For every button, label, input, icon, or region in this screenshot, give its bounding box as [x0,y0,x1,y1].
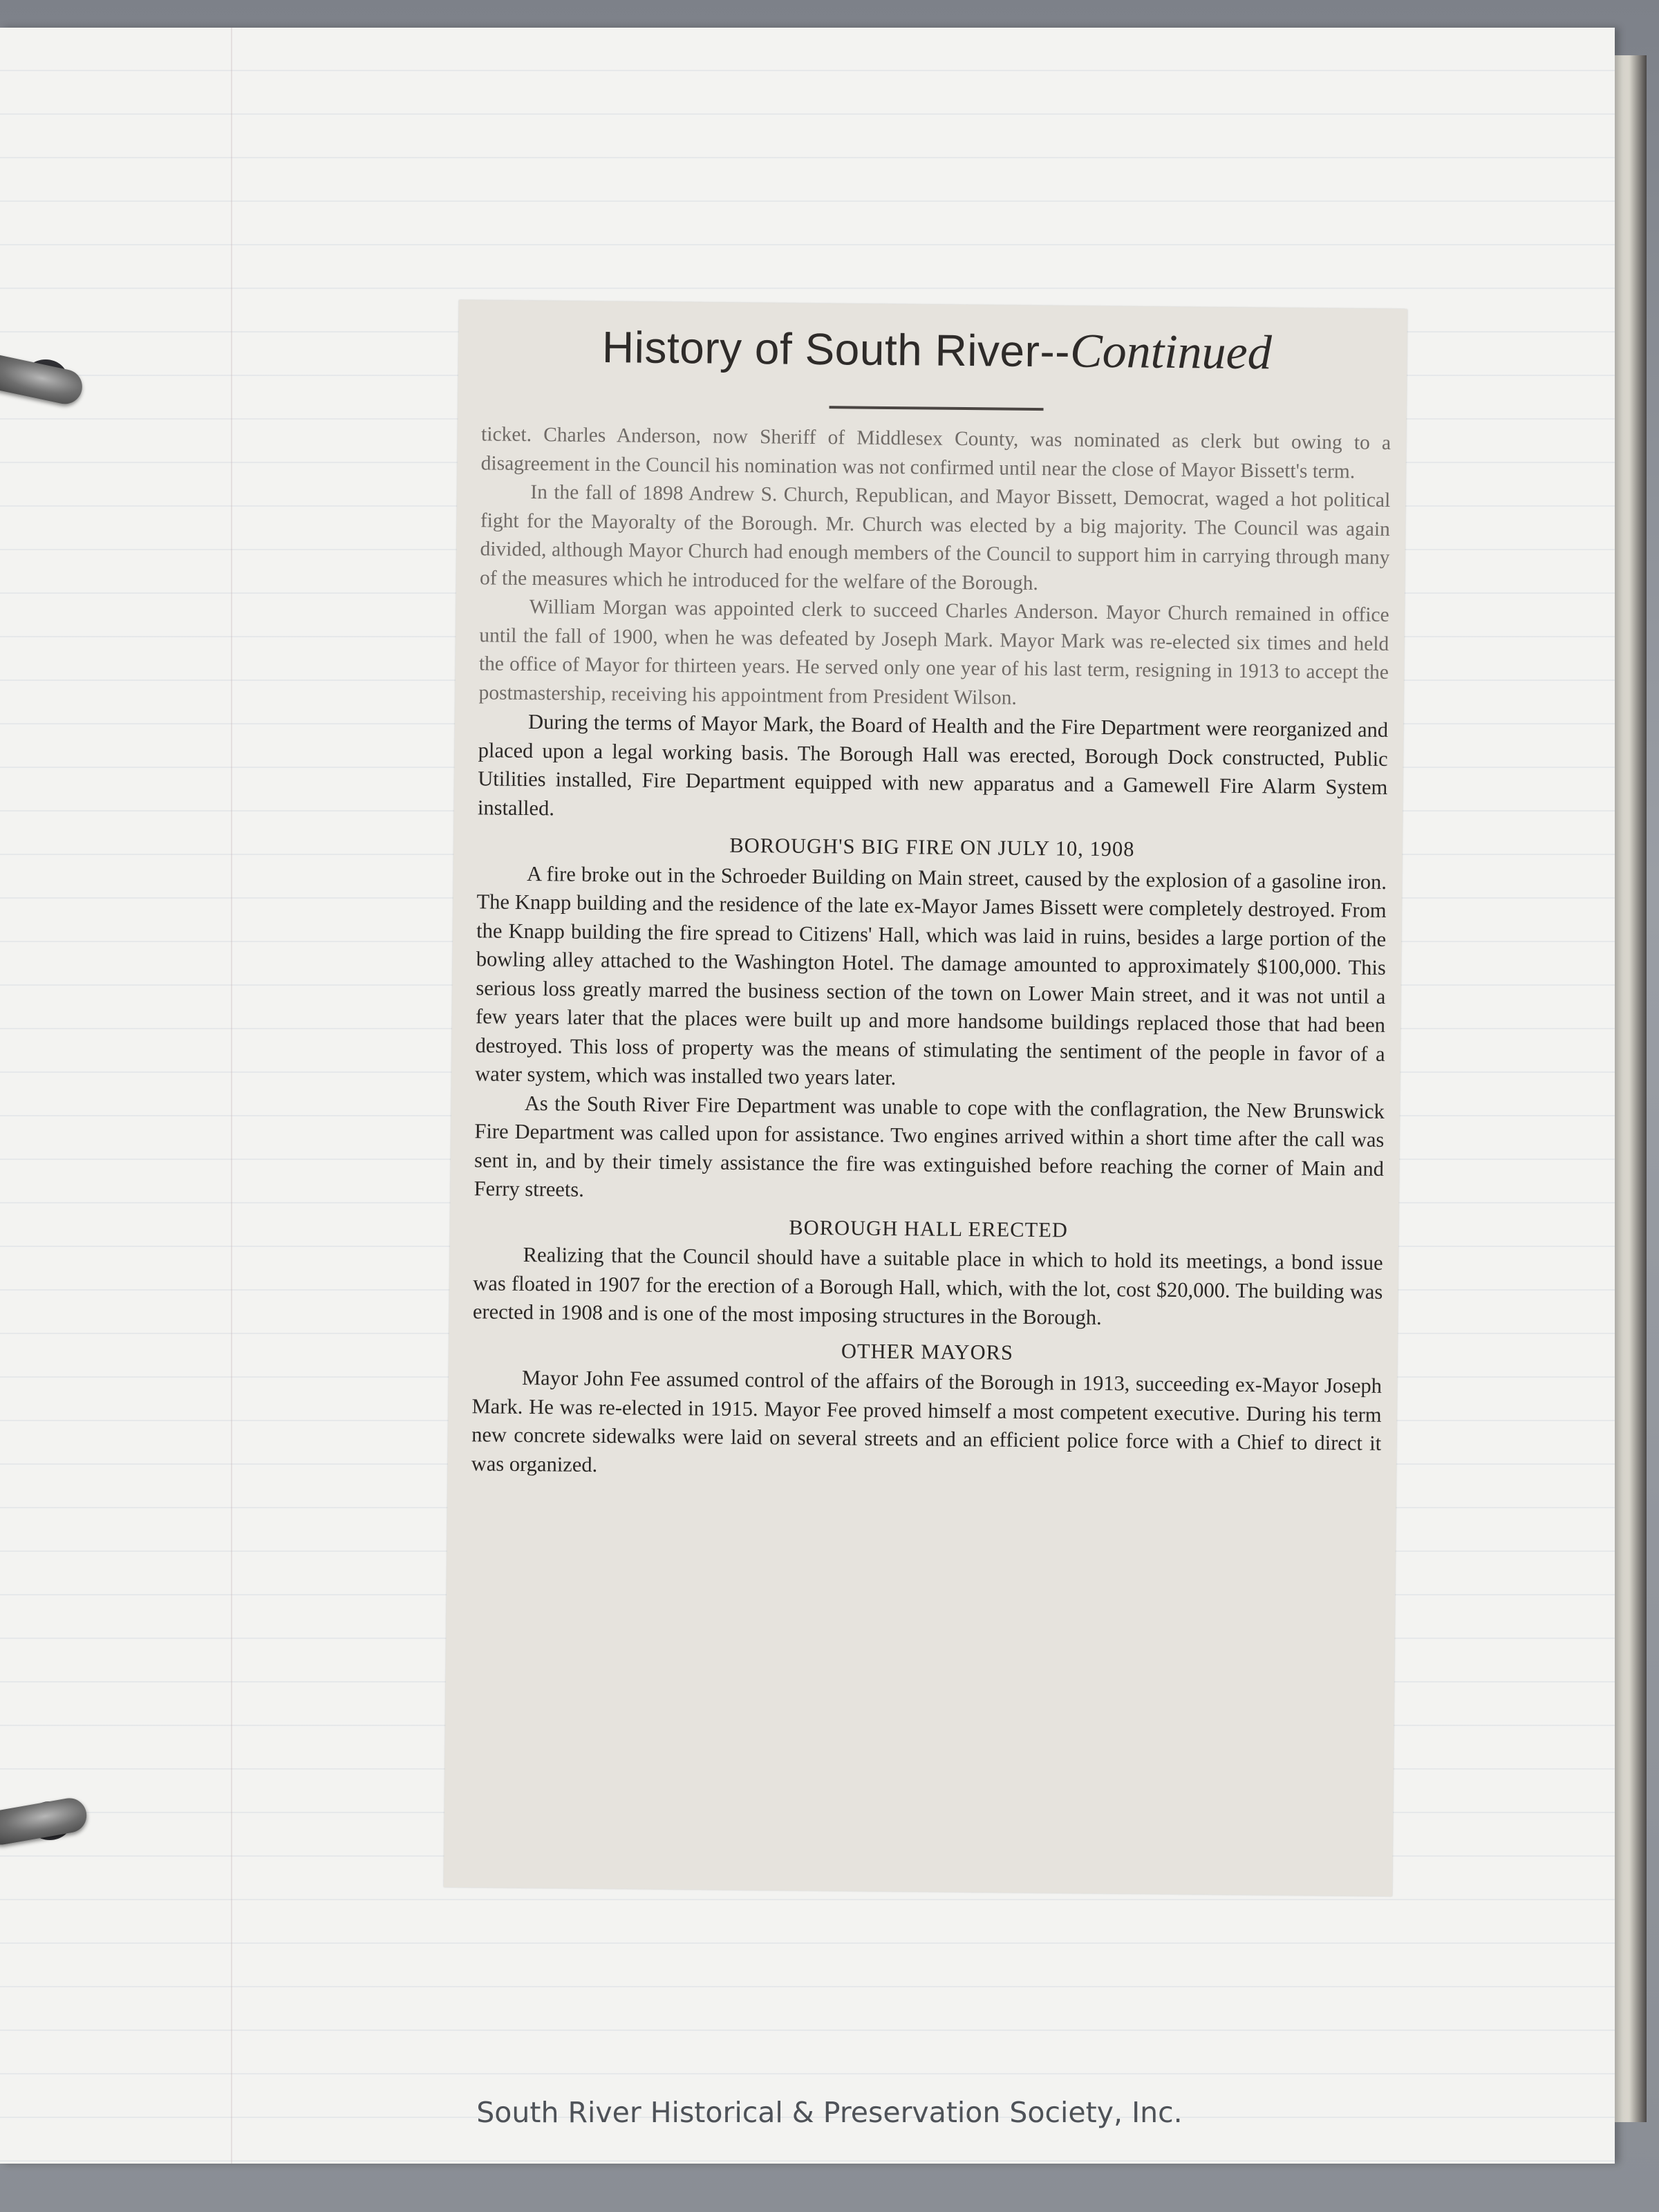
heading-big-fire: BOROUGH'S BIG FIRE ON JULY 10, 1908 [729,833,1135,861]
newspaper-clipping [444,300,1407,1896]
scrapbook-page [0,28,1615,2164]
footer-credit: South River Historical & Preservation Society, Inc. [476,2096,1183,2129]
paragraph-fire-account: A fire broke out in the Schroeder Building on Main street, caused by the explosion of a gasoline iron. The Knapp building and the residence of the late ex-Mayor James Bissett were completely destroyed. From the Knapp building the fire spread to Citizens' Hall, which was laid in ruins, besides a large portion of the bowling alley attached to the Washington Hotel. The damage amounted to approximately $100,000. This serious loss greatly marred the business section of the town on Lower Main street, and it was not until a few years later that the places were built up and more handsome buildings replaced those that had been destroyed. This loss of property was the means of stimulating the sentiment of the people in favor of a water system, which was installed two years later. [475,861,1387,1090]
paragraph-fire-assistance: As the South River Fire Department was unable to cope with the conflagration, the New Brunswick Fire Department was called upon for assistance. Two engines arrived within a short time after the call was sent in, and by their timely assistance the fire was extinguished before reaching the corner of Main and Ferry streets. [474,1091,1385,1201]
paragraph-mark-terms: During the terms of Mayor Mark, the Board of Health and the Fire Department were reorganized and placed upon a legal working basis. The Borough Hall was erected, Borough Dock constructed, Public Utilities installed, Fire Department equipped with new apparatus and a Gamewell Fire Alarm System installed. [477,709,1389,820]
paragraph-ticket: ticket. Charles Anderson, now Sheriff of Middlesex County, was nominated as clerk but owing to a disagreement in the Council his nomination was not confirmed until near the close of Mayor Bissett's term. [480,423,1391,482]
heading-borough-hall: BOROUGH HALL ERECTED [789,1215,1069,1242]
paragraph-church-election: In the fall of 1898 Andrew S. Church, Republican, and Mayor Bissett, Democrat, waged a hot political fight for the Mayoralty of the Borough. Mr. Church was elected by a big majority. The Council was again divided, although Mayor Church had enough members of the Council to support him in carrying through many of the measures which he introduced for the welfare of the Borough. [479,481,1391,594]
paragraph-other-mayors: Mayor John Fee assumed control of the affairs of the Borough in 1913, succeeding ex-Mayor Joseph Mark. He was re-elected in 1915. Mayor Fee proved himself a most competent executive. During his term new concrete sidewalks were laid on several streets and an efficient police force with a Chief to direct it was organized. [471,1365,1382,1477]
clipping-body [471,420,1391,1487]
clipping-title-main: History of South River-- [601,321,1071,377]
page-margin-line [231,28,232,2164]
paragraph-morgan-clerk: William Morgan was appointed clerk to succeed Charles Anderson. Mayor Church remained in office until the fall of 1900, when he was defeated by Joseph Mark. Mayor Mark was re-elected six times and held the office of Mayor for thirteen years. He served only one year of his last term, resigning in 1913 to accept the postmastership, receiving his appointment from President Wilson. [478,595,1389,709]
title-rule [830,406,1044,411]
clipping-title-continued: Continued [1069,324,1273,380]
clipping-title [482,318,1392,403]
heading-other-mayors: OTHER MAYORS [841,1338,1014,1365]
paragraph-borough-hall: Realizing that the Council should have a suitable place in which to hold its meetings, a bond issue was floated in 1907 for the erection of a Borough Hall, which, with the lot, cost $20,000. The building was erected in 1908 and is one of the most imposing structures in the Borough. [472,1242,1383,1329]
